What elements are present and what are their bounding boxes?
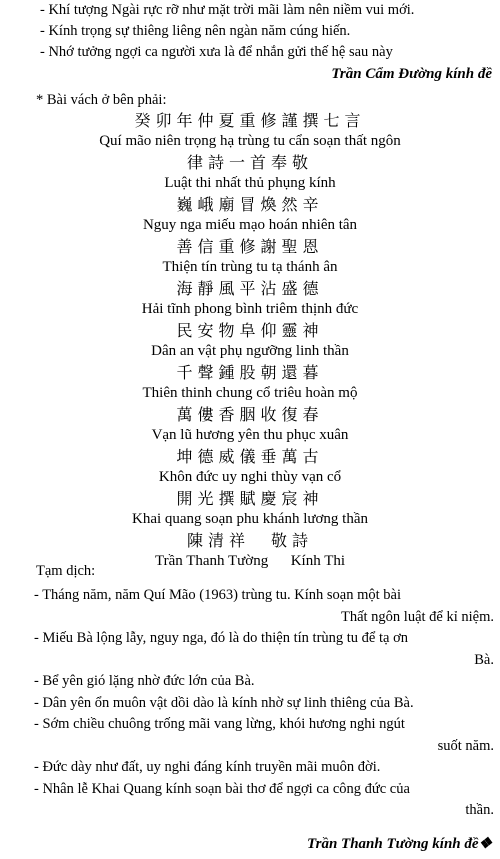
chinese-line: 癸卯年仲夏重修謹撰七言 [134,111,366,130]
vietnamese-line: Khai quang soạn phu khánh lương thần [131,511,369,527]
wall-note: * Bài vách ở bên phải: [36,92,167,108]
signature-bottom: Trần Thanh Tường kính đề❖ [307,836,492,852]
poem-line-pair [0,404,500,446]
vietnamese-line: Dân an vật phụ ngưỡng linh thần [151,343,349,359]
translation-text: - Nhân lễ Khai Quang kính soạn bài thơ để ngợi ca công đức của [34,780,410,797]
vietnamese-line: Trần Thanh Tường Kính Thi [154,553,346,569]
chinese-line: 巍峨廟冒煥然辛 [176,195,324,214]
translation-text: - Tháng năm, năm Quí Mão (1963) trùng tu. Kính soạn một bài [34,587,402,603]
poem-line-pair [0,488,500,530]
translation-text: - Miếu Bà lộng lẫy, nguy nga, đó là do thiện tín trùng tu để tạ ơn [34,630,408,646]
poem-line-pair [0,446,500,488]
vietnamese-line: Luật thi nhất thủ phụng kính [164,175,336,191]
vietnamese-line: Nguy nga miếu mạo hoán nhiên tân [142,217,358,233]
chinese-line: 海靜風平沾盛德 [176,279,324,298]
chinese-line: 千聲鍾股朝還暮 [176,363,324,382]
translation-text: - Đức dày như đất, uy nghi đáng kính truyền mãi muôn đời. [34,759,381,775]
translation-text: - Bể yên gió lặng nhờ đức lớn của Bà. [34,673,255,689]
chinese-line: 善信重修謝聖恩 [176,237,324,256]
chinese-line: 開光撰賦慶宸神 [176,489,324,508]
translation-item [34,671,494,693]
translation-continuation: thần. [465,802,494,818]
chinese-line: 坤德威儀垂萬古 [176,447,324,466]
translation-item [34,585,494,628]
translation-item [34,628,494,671]
chinese-line: 律詩一首奉敬 [186,153,313,172]
translation-text: - Sớm chiều chuông trống mãi vang lừng, khói hương nghi ngút [34,716,405,732]
translation-item [34,693,494,715]
poem-line-pair [0,362,500,404]
translation-item [34,714,494,757]
translation-item [34,779,494,822]
poem-block [0,110,500,572]
top-line: - Nhớ tưởng ngợi ca người xưa là để nhắn gửi thế hệ sau này [40,44,393,60]
translation-text: - Dân yên ổn muôn vật dồi dào là kính nhờ sự linh thiêng của Bà. [34,694,414,711]
vietnamese-line: Khôn đức uy nghi thùy vạn cổ [158,469,342,485]
tam-dich-heading: Tạm dịch: [36,563,96,579]
poem-line-pair [0,194,500,236]
chinese-line: 民安物阜仰靈神 [176,321,324,340]
poem-line-pair [0,110,500,152]
translation-continuation: suốt năm. [437,737,494,754]
chinese-line: 萬僂香胭收復春 [176,405,324,424]
poem-line-pair [0,236,500,278]
poem-line-pair [0,278,500,320]
vietnamese-line: Quí mão niên trọng hạ trùng tu cẩn soạn thất ngôn [99,133,401,149]
poem-line-pair [0,320,500,362]
top-line: - Kính trọng sự thiêng liêng nên ngàn năm cúng hiến. [40,23,351,39]
vietnamese-line: Thiên thinh chung cổ triêu hoàn mộ [142,385,358,401]
chinese-line: 陳清祥 敬詩 [186,531,313,550]
top-line: - Khí tượng Ngài rực rỡ như mặt trời mãi làm nên niềm vui mới. [40,2,415,18]
vietnamese-line: Vạn lũ hương yên thu phục xuân [151,427,349,443]
translation-continuation: Thất ngôn luật để kỉ niệm. [340,608,494,625]
vietnamese-line: Hải tĩnh phong bình triêm thịnh đức [141,301,359,317]
vietnamese-line: Thiện tín trùng tu tạ thánh ân [162,259,338,275]
poem-line-pair [0,152,500,194]
top-lines [40,0,500,63]
translation-list [34,585,494,822]
translation-continuation: Bà. [474,651,494,668]
translation-item [34,757,494,779]
signature-top: Trần Cẩm Đường kính đề [331,66,492,82]
